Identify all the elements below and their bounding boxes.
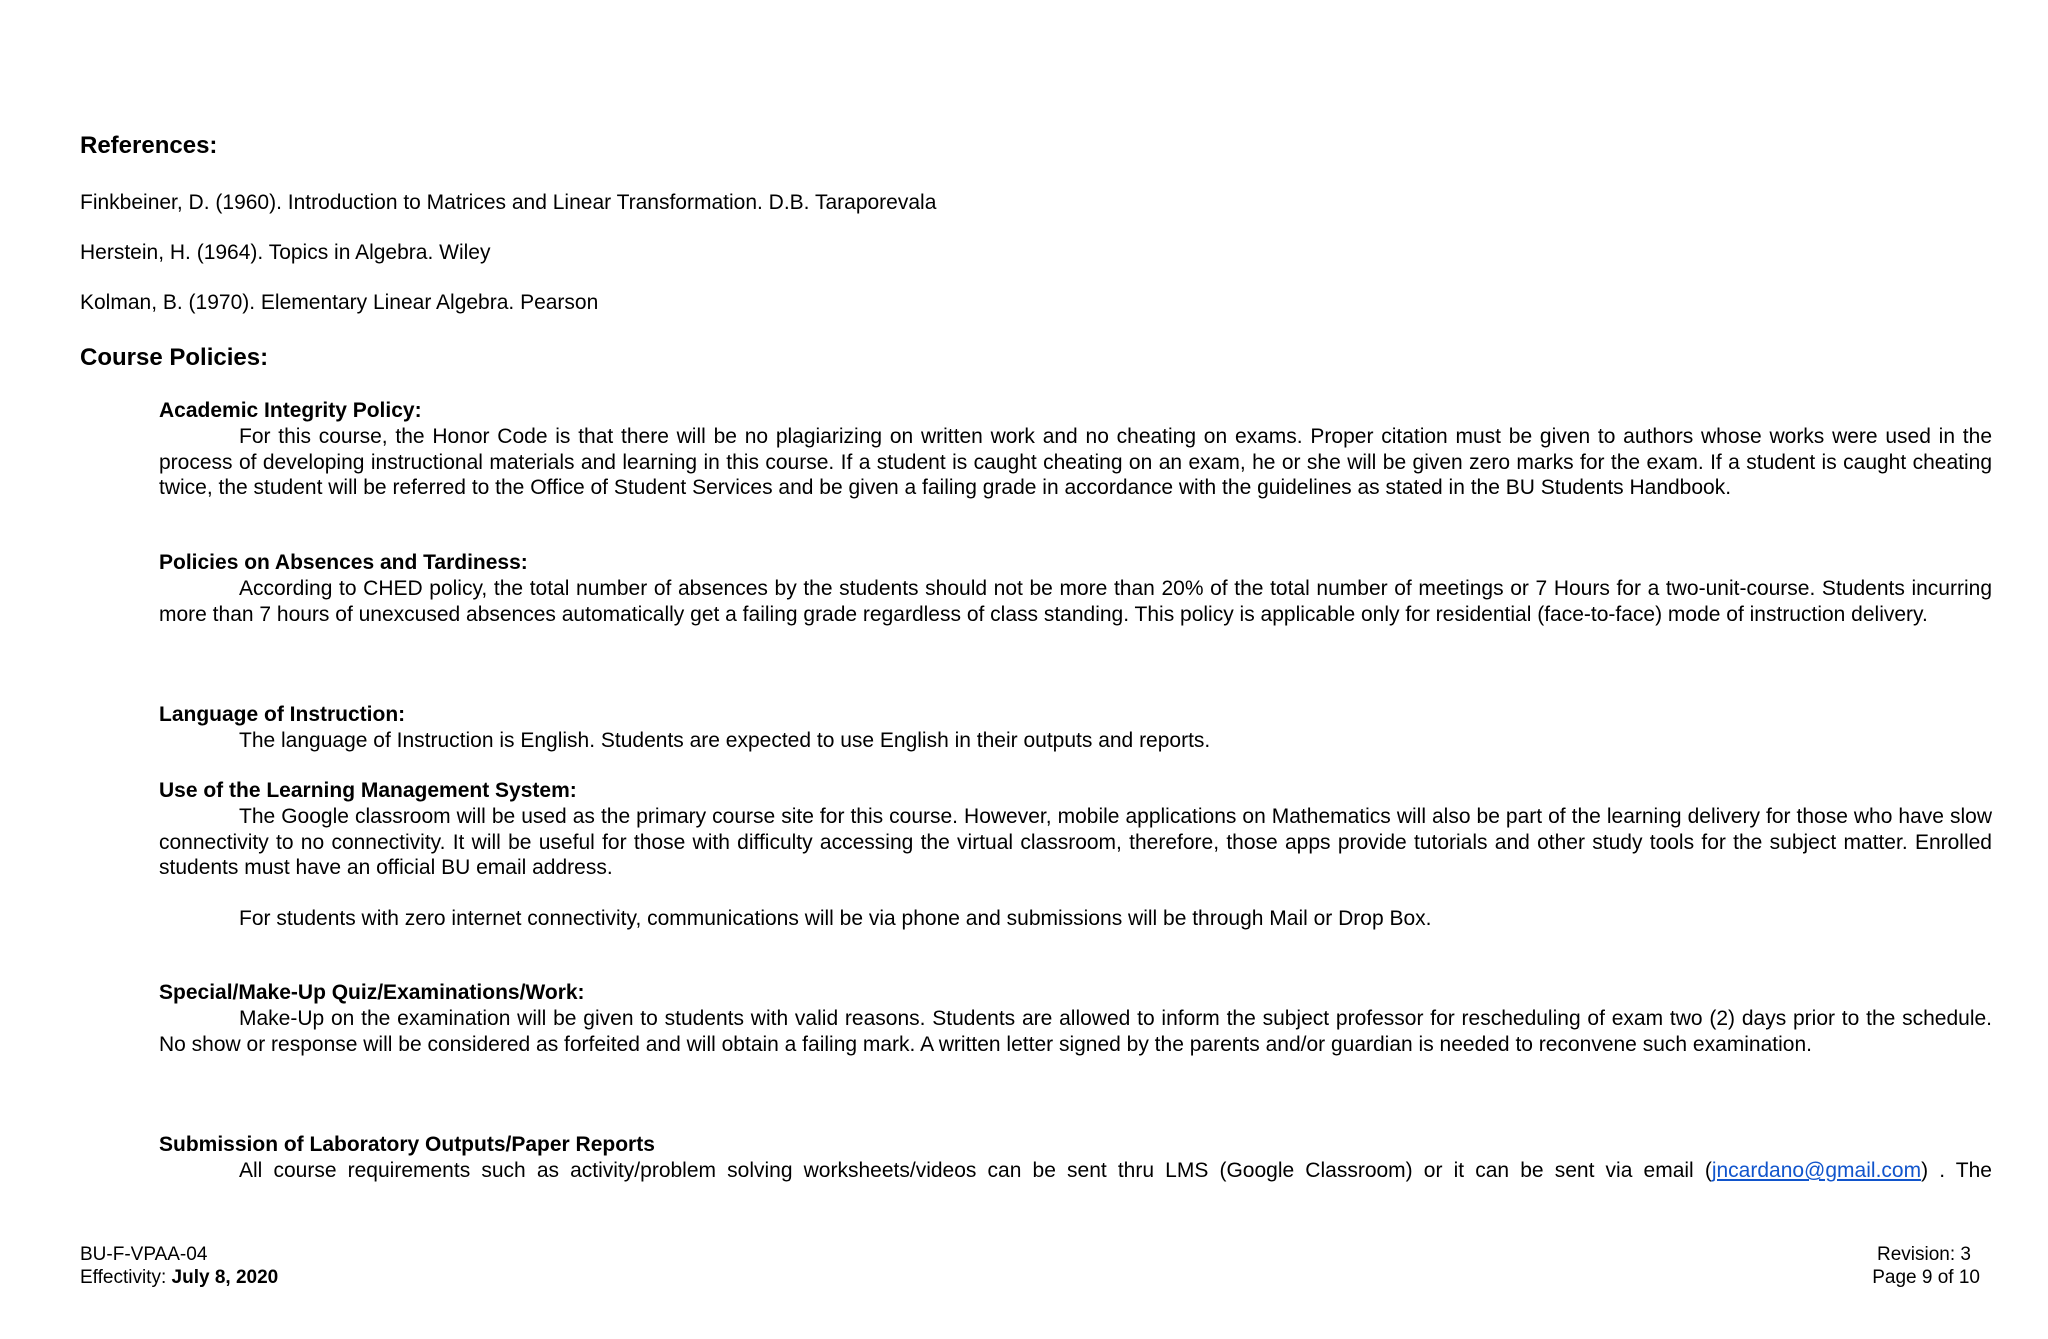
effectivity-label: Effectivity: (80, 1267, 167, 1288)
makeup-title: Special/Make-Up Quiz/Examinations/Work: (159, 981, 585, 1004)
email-link[interactable]: jncardano@gmail.com (1711, 1159, 1922, 1182)
reference-item-1: Finkbeiner, D. (1960). Introduction to Matrices and Linear Transformation. D.B. Taraporevala (80, 191, 937, 214)
submission-body-suffix: ) . The (1921, 1159, 1992, 1182)
language-section (159, 702, 1992, 754)
absences-body: According to CHED policy, the total number of absences by the students should not be more than 20% of the total number of meetings or 7 Hours for a two-unit-course. Students incurring more than 7 hours of unexcused absences automatically get a failing grade regardless of class standing. This policy is applicable only for residential (face-to-face) mode of instruction delivery. (159, 577, 1992, 626)
academic-integrity-body: For this course, the Honor Code is that there will be no plagiarizing on written work and no cheating on exams. Proper citation must be given to authors whose works were used in the process of developing instructional materials and learning in this course. If a student is caught cheating on an exam, he or she will be given zero marks for the exam. If a student is caught cheating twice, the student will be referred to the Office of Student Services and be given a failing grade in accordance with the guidelines as stated in the BU Students Handbook. (159, 425, 1992, 499)
lms-body: The Google classroom will be used as the primary course site for this course. However, mobile applications on Mathematics will also be part of the learning delivery for those who have slow connectivity to no connectivity. It will be useful for those with difficulty accessing the virtual classroom, therefore, those apps provide tutorials and other study tools for the subject matter. Enrolled students must have an official BU email address. (159, 805, 1992, 879)
effectivity-date: July 8, 2020 (171, 1267, 279, 1288)
effectivity-line (80, 1266, 278, 1289)
lms-section (159, 778, 1992, 931)
makeup-body: Make-Up on the examination will be given to students with valid reasons. Students are allowed to inform the subject professor for rescheduling of exam two (2) days prior to the schedule. No show or response will be considered as forfeited and will obtain a failing mark. A written letter signed by the parents and/or guardian is needed to reconvene such examination. (159, 1007, 1992, 1056)
page-number: Page 9 of 10 (1872, 1267, 1980, 1288)
absences-title: Policies on Absences and Tardiness: (159, 551, 528, 574)
references-heading: References: (80, 132, 218, 159)
submission-title: Submission of Laboratory Outputs/Paper Reports (159, 1133, 655, 1156)
absences-section (159, 550, 1992, 627)
academic-integrity-title: Academic Integrity Policy: (159, 399, 422, 422)
language-body: The language of Instruction is English. Students are expected to use English in their outputs and reports. (239, 729, 1211, 752)
reference-item-3: Kolman, B. (1970). Elementary Linear Algebra. Pearson (80, 291, 599, 314)
course-policies-heading: Course Policies: (80, 344, 269, 371)
footer-left (80, 1243, 278, 1289)
submission-section (159, 1132, 1992, 1184)
lms-title: Use of the Learning Management System: (159, 779, 577, 802)
makeup-section (159, 980, 1992, 1057)
reference-item-2: Herstein, H. (1964). Topics in Algebra. Wiley (80, 241, 491, 264)
footer-right (1872, 1243, 1980, 1289)
lms-body-2: For students with zero internet connectivity, communications will be via phone and submissions will be through Mail or Drop Box. (239, 906, 1432, 930)
submission-body-prefix: All course requirements such as activity/problem solving worksheets/videos can be sent thru LMS (Google Classroom) or it can be sent via email ( (239, 1159, 1712, 1182)
academic-integrity-section (159, 398, 1992, 501)
submission-body (159, 1158, 1992, 1184)
form-code: BU-F-VPAA-04 (80, 1244, 208, 1265)
language-title: Language of Instruction: (159, 703, 406, 726)
revision: Revision: 3 (1877, 1244, 1971, 1265)
